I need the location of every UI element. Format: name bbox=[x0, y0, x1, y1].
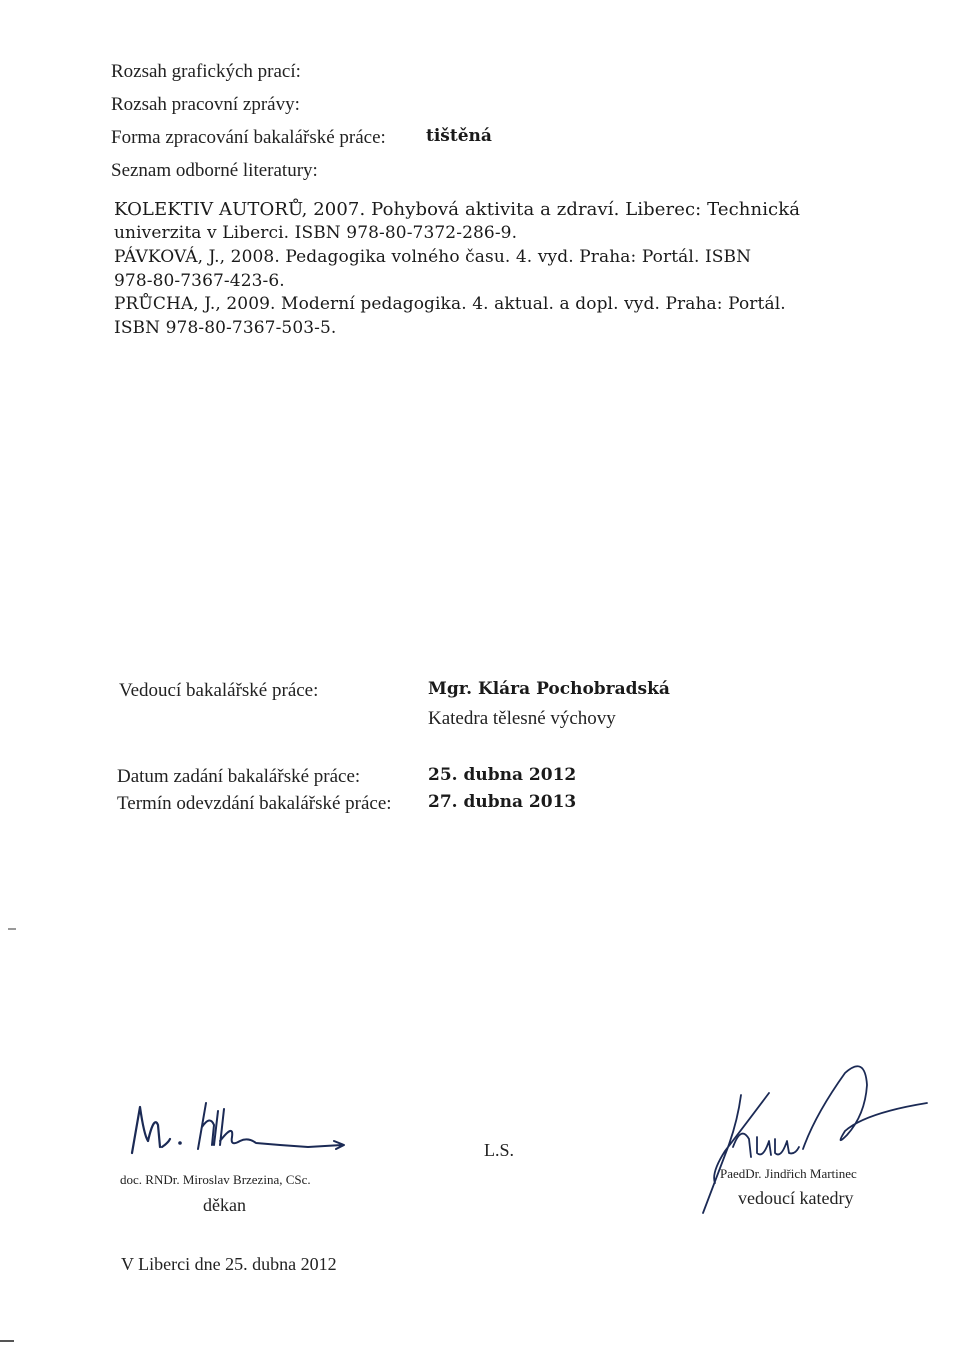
dean-role: děkan bbox=[203, 1195, 246, 1215]
field-value-form: tištěná bbox=[426, 126, 492, 146]
seal-mark: L.S. bbox=[484, 1140, 515, 1160]
field-label-literature: Seznam odborné literatury: bbox=[111, 160, 318, 181]
supervisor-department: Katedra tělesné výchovy bbox=[428, 708, 616, 729]
scan-mark bbox=[8, 928, 16, 930]
assignment-date-label: Datum zadání bakalářské práce: bbox=[117, 766, 361, 787]
field-label-report-scope: Rozsah pracovní zprávy: bbox=[111, 94, 300, 115]
supervisor-label: Vedoucí bakalářské práce: bbox=[119, 680, 319, 701]
literature-line: 978-80-7367-423-6. bbox=[114, 271, 285, 291]
dean-name: doc. RNDr. Miroslav Brzezina, CSc. bbox=[120, 1172, 311, 1187]
assignment-date-value: 25. dubna 2012 bbox=[428, 765, 577, 785]
submission-date-label: Termín odevzdání bakalářské práce: bbox=[117, 793, 392, 814]
literature-line: ISBN 978-80-7367-503-5. bbox=[114, 318, 337, 338]
literature-line: PÁVKOVÁ, J., 2008. Pedagogika volného času. 4. vyd. Praha: Portál. ISBN bbox=[114, 247, 752, 267]
field-label-form: Forma zpracování bakalářské práce: bbox=[111, 127, 386, 148]
literature-line: KOLEKTIV AUTORŮ, 2007. Pohybová aktivita a zdraví. Liberec: Technická bbox=[114, 199, 801, 220]
head-role: vedoucí katedry bbox=[738, 1188, 854, 1208]
field-label-graphic-scope: Rozsah grafických prací: bbox=[111, 61, 301, 82]
literature-line: univerzita v Liberci. ISBN 978-80-7372-286-9. bbox=[114, 223, 518, 243]
supervisor-name: Mgr. Klára Pochobradská bbox=[428, 679, 670, 699]
place-date: V Liberci dne 25. dubna 2012 bbox=[121, 1254, 337, 1274]
literature-line: PRŮCHA, J., 2009. Moderní pedagogika. 4. aktual. a dopl. vyd. Praha: Portál. bbox=[114, 294, 786, 314]
head-name: PaedDr. Jindřich Martinec bbox=[720, 1166, 857, 1181]
submission-date-value: 27. dubna 2013 bbox=[428, 792, 577, 812]
dean-signature bbox=[110, 1085, 370, 1165]
scan-mark bbox=[0, 1340, 14, 1342]
